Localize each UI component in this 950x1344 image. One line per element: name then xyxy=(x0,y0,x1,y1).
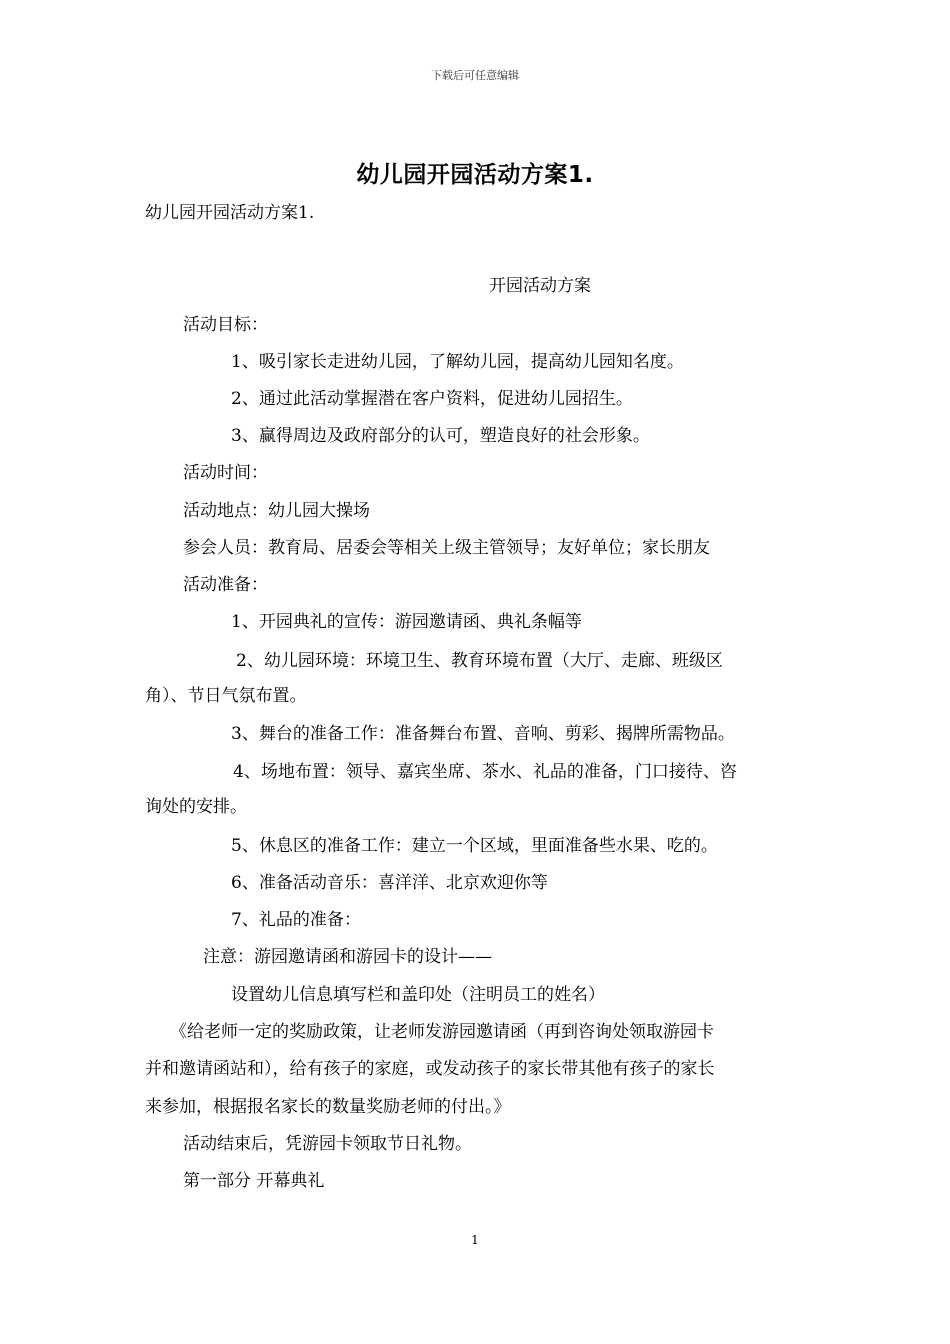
note-line: 注意：游园邀请函和游园卡的设计—— xyxy=(203,947,492,967)
prep-item: 6、准备活动音乐：喜洋洋、北京欢迎你等 xyxy=(231,873,548,893)
place-line: 活动地点：幼儿园大操场 xyxy=(183,501,370,521)
page-number: 1 xyxy=(471,1233,479,1247)
time-label: 活动时间： xyxy=(183,463,268,483)
prep-label: 活动准备： xyxy=(183,575,268,595)
prep-item-continuation: 角）、节日气氛布置。 xyxy=(145,686,307,706)
section-title: 开园活动方案 xyxy=(489,276,591,296)
prep-item: 7、礼品的准备： xyxy=(231,910,361,930)
policy-paragraph-line: 来参加，根据报名家长的数量奖励老师的付出。》 xyxy=(145,1097,511,1117)
prep-item: 2、幼儿园环境：环境卫生、教育环境布置（大厅、走廊、班级区 xyxy=(236,651,723,671)
goal-item: 2、通过此活动掌握潜在客户资料，促进幼儿园招生。 xyxy=(231,389,633,409)
prep-item-continuation: 询处的安排。 xyxy=(145,797,247,817)
prep-item: 1、开园典礼的宣传：游园邀请函、典礼条幅等 xyxy=(231,612,582,632)
goal-item: 1、吸引家长走进幼儿园，了解幼儿园，提高幼儿园知名度。 xyxy=(231,352,684,372)
prep-item: 4、场地布置：领导、嘉宾坐席、茶水、礼品的准备，门口接待、咨 xyxy=(233,762,737,782)
prep-item: 5、休息区的准备工作：建立一个区域，里面准备些水果、吃的。 xyxy=(231,836,718,856)
participants-line: 参会人员：教育局、居委会等相关上级主管领导；友好单位；家长朋友 xyxy=(183,538,710,558)
subtitle: 幼儿园开园活动方案1. xyxy=(145,203,315,223)
policy-paragraph-line: 并和邀请函站和），给有孩子的家庭，或发动孩子的家长带其他有孩子的家长 xyxy=(145,1059,715,1079)
note-detail: 设置幼儿信息填写栏和盖印处（注明员工的姓名） xyxy=(231,985,605,1005)
prep-item: 3、舞台的准备工作：准备舞台布置、音响、剪彩、揭牌所需物品。 xyxy=(231,724,735,744)
part-one-heading: 第一部分 开幕典礼 xyxy=(183,1171,325,1191)
policy-paragraph-line: 《给老师一定的奖励政策，让老师发游园邀请函（再到咨询处领取游园卡 xyxy=(170,1022,714,1042)
header-note: 下载后可任意编辑 xyxy=(431,69,519,82)
goal-item: 3、赢得周边及政府部分的认可，塑造良好的社会形象。 xyxy=(231,426,650,446)
document-title: 幼儿园开园活动方案1. xyxy=(356,162,594,188)
after-event-line: 活动结束后，凭游园卡领取节日礼物。 xyxy=(183,1134,472,1154)
goals-label: 活动目标： xyxy=(183,315,268,335)
